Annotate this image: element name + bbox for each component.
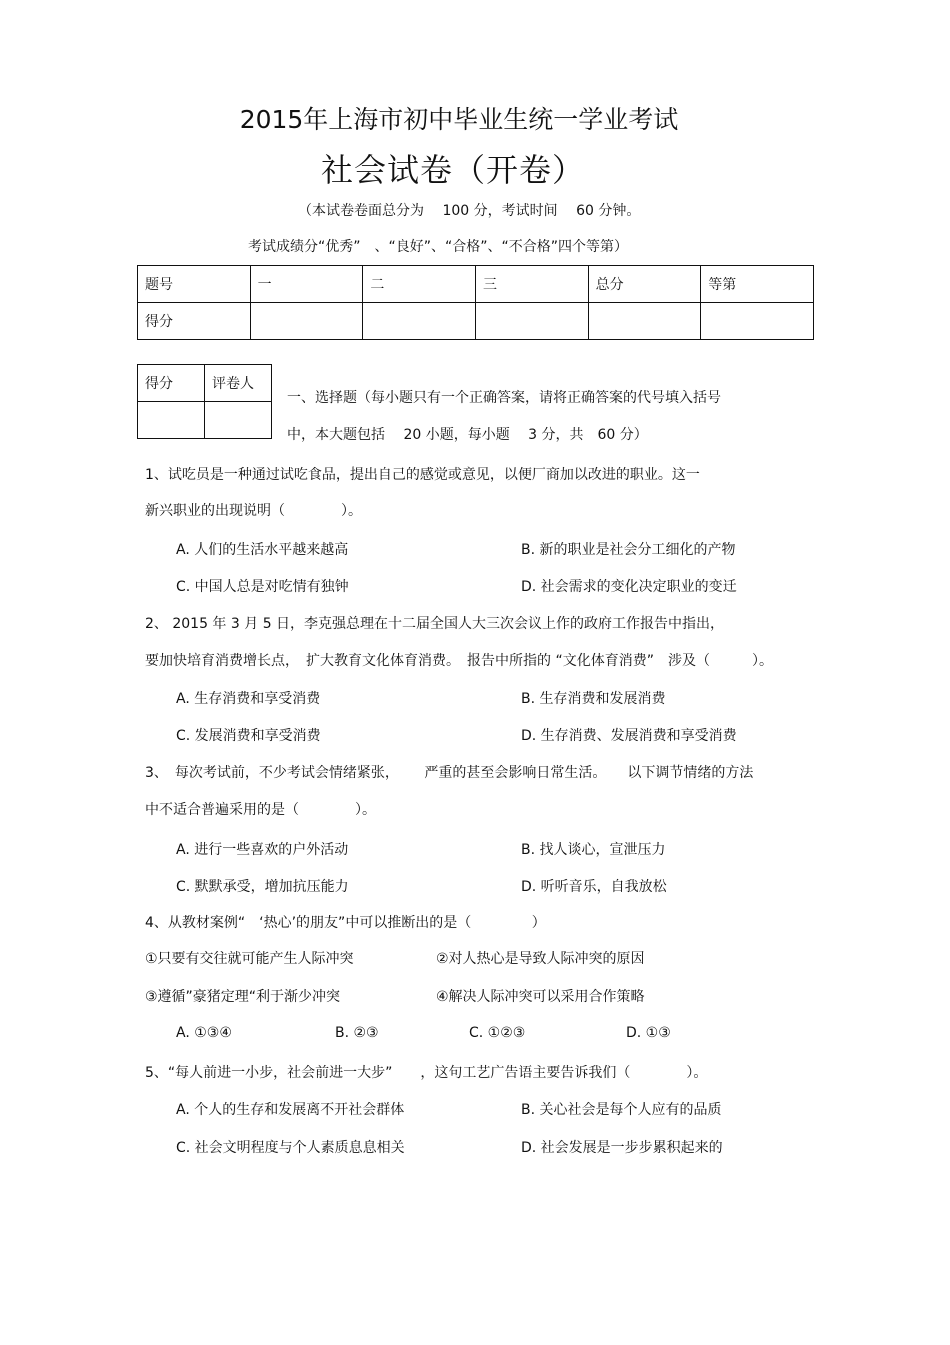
question-4-statement-3: ③遵循”豪猪定理“利于渐少冲突 <box>145 989 341 1005</box>
score-table-score-row <box>138 303 814 340</box>
section-instruction-line2: 中，本大题包括 20 小题，每小题 3 分，共 60 分） <box>287 427 648 443</box>
question-5-line1: 5、“每人前进一小步，社会前进一大步” ，这句工艺广告语主要告诉我们（ ）。 <box>145 1065 708 1081</box>
exam-note-line1: （本试卷卷面总分为 100 分，考试时间 60 分钟。 <box>298 203 641 219</box>
question-5-option-b: B. 关心社会是每个人应有的品质 <box>521 1102 722 1118</box>
section-instruction-line1: 一、选择题（每小题只有一个正确答案，请将正确答案的代号填入括号 <box>287 390 721 406</box>
question-5-option-c: C. 社会文明程度与个人素质息息相关 <box>176 1140 405 1156</box>
question-5-option-a: A. 个人的生存和发展离不开社会群体 <box>176 1102 405 1118</box>
question-4-statement-4: ④解决人际冲突可以采用合作策略 <box>436 989 645 1005</box>
score-header-cell: 三 <box>475 266 588 303</box>
question-3-option-a: A. 进行一些喜欢的户外活动 <box>176 842 349 858</box>
question-1-option-c: C. 中国人总是对吃情有独钟 <box>176 579 349 595</box>
score-cell <box>475 303 588 340</box>
score-cell <box>701 303 814 340</box>
question-3-option-c: C. 默默承受，增加抗压能力 <box>176 879 349 895</box>
exam-note-line2: 考试成绩分“优秀” 、“良好”、“合格”、“不合格”四个等第） <box>248 239 629 255</box>
question-1-line2: 新兴职业的出现说明（ ）。 <box>145 503 362 519</box>
score-table <box>137 265 814 340</box>
score-cell <box>588 303 701 340</box>
question-4-option-b: B. ②③ <box>335 1025 379 1041</box>
grader-name-label: 评卷人 <box>205 365 272 402</box>
score-header-cell: 等第 <box>701 266 814 303</box>
score-cell <box>363 303 476 340</box>
question-4-option-a: A. ①③④ <box>176 1025 232 1041</box>
question-3-option-b: B. 找人谈心，宣泄压力 <box>521 842 666 858</box>
question-3-line2: 中不适合普遍采用的是（ ）。 <box>145 802 376 818</box>
exam-title: 2015年上海市初中毕业生统一学业考试 <box>239 105 679 134</box>
score-header-cell: 题号 <box>138 266 251 303</box>
question-3-line1: 3、 每次考试前，不少考试会情绪紧张， 严重的甚至会影响日常生活。 以下调节情绪的方法 <box>145 765 754 781</box>
grader-box <box>137 364 272 439</box>
question-1-option-b: B. 新的职业是社会分工细化的产物 <box>521 542 736 558</box>
paper-subtitle: 社会试卷（开卷） <box>320 151 585 189</box>
question-2-option-b: B. 生存消费和发展消费 <box>521 691 666 707</box>
score-header-cell: 总分 <box>588 266 701 303</box>
score-header-cell: 二 <box>363 266 476 303</box>
question-2-option-a: A. 生存消费和享受消费 <box>176 691 321 707</box>
grader-score-cell <box>138 402 205 439</box>
question-4-statement-2: ②对人热心是导致人际冲突的原因 <box>436 951 645 967</box>
question-4-option-c: C. ①②③ <box>469 1025 526 1041</box>
question-1-option-d: D. 社会需求的变化决定职业的变迁 <box>521 579 737 595</box>
grader-name-cell <box>205 402 272 439</box>
question-2-option-d: D. 生存消费、发展消费和享受消费 <box>521 728 737 744</box>
score-row-label: 得分 <box>138 303 251 340</box>
question-2-line2: 要加快培育消费增长点， 扩大教育文化体育消费。 报告中所指的 “文化体育消费” 涉及（ ）。 <box>145 653 773 669</box>
question-1-line1: 1、试吃员是一种通过试吃食品，提出自己的感觉或意见，以便厂商加以改进的职业。这一 <box>145 467 700 483</box>
score-cell <box>250 303 363 340</box>
question-4-statement-1: ①只要有交往就可能产生人际冲突 <box>145 951 354 967</box>
question-5-option-d: D. 社会发展是一步步累积起来的 <box>521 1140 723 1156</box>
question-3-option-d: D. 听听音乐，自我放松 <box>521 879 667 895</box>
question-1-option-a: A. 人们的生活水平越来越高 <box>176 542 349 558</box>
grader-score-label: 得分 <box>138 365 205 402</box>
question-2-option-c: C. 发展消费和享受消费 <box>176 728 321 744</box>
question-4-option-d: D. ①③ <box>626 1025 671 1041</box>
score-table-header-row <box>138 266 814 303</box>
score-header-cell: 一 <box>250 266 363 303</box>
question-4-line1: 4、从教材案例“ ‘热心’的朋友”中可以推断出的是（ ） <box>145 915 546 931</box>
question-2-line1: 2、 2015 年 3 月 5 日，李克强总理在十二届全国人大三次会议上作的政府工作报告中指出， <box>145 616 725 632</box>
